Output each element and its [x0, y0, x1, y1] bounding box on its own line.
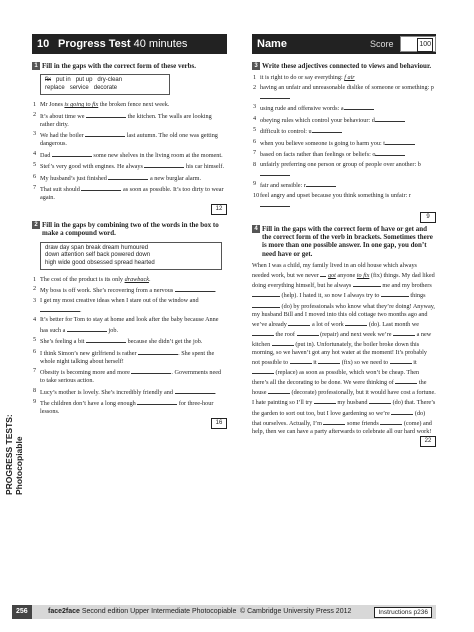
word: decorate — [93, 84, 118, 91]
example-answer: to fix — [356, 272, 370, 280]
answer-gap[interactable] — [288, 319, 310, 326]
page-header — [32, 34, 436, 54]
word-box-1 — [40, 74, 170, 95]
section-4-heading — [252, 225, 436, 259]
list-item: 2 My boss is off work. She’s recovering from a nervous . — [33, 285, 217, 295]
answer-gap[interactable] — [390, 357, 412, 364]
answer-gap[interactable] — [137, 398, 177, 405]
word-box-2: draw day span break dream humoured down attention self back powered down high wide good obsessed spread hearted — [40, 242, 222, 270]
left-column — [32, 62, 227, 429]
list-item: 1 The cost of the product is its only drawback. — [33, 275, 151, 283]
answer-gap[interactable] — [375, 115, 405, 122]
instructions-link[interactable]: Instructions p236 — [374, 607, 432, 618]
score-box[interactable] — [400, 36, 436, 52]
answer-gap[interactable] — [297, 329, 319, 336]
score-row — [252, 436, 436, 447]
page-number: 256 — [12, 605, 32, 619]
score-label: Score — [370, 39, 394, 49]
answer-gap[interactable] — [175, 285, 215, 292]
answer-gap[interactable] — [381, 290, 409, 297]
list-item: 4 Dad some new shelves in the living room at the moment. — [33, 149, 223, 159]
answer-gap[interactable] — [312, 126, 342, 133]
answer-gap[interactable] — [320, 270, 326, 277]
right-column — [252, 62, 436, 447]
answer-gap[interactable] — [306, 180, 336, 187]
answer-gap[interactable] — [323, 418, 345, 425]
list-item: 6 when you believe someone is going to harm you: t — [252, 138, 436, 148]
answer-gap[interactable] — [290, 357, 312, 364]
section-score: 12 — [211, 204, 227, 215]
answer-gap[interactable] — [175, 387, 215, 394]
list-item: 7 That suit should as soon as possible. It’s too dirty to wear again. — [33, 184, 224, 202]
word: dry-clean — [97, 77, 123, 84]
section-2-heading — [32, 221, 227, 238]
list-item: 3 I get my most creative ideas when I stare out of the window and . — [33, 296, 199, 314]
example-answer: got — [327, 272, 336, 280]
answer-gap[interactable] — [108, 173, 148, 180]
list-item: 9 The children don’t have a long enough for three-hour lessons. — [33, 398, 214, 416]
answer-gap[interactable] — [353, 280, 381, 287]
book-title: face2face Second edition Upper Intermediate Photocopiable — [48, 608, 237, 615]
word: replace — [45, 84, 65, 91]
answer-gap[interactable] — [344, 103, 374, 110]
list-item: 5 She’s feeling a bit because she didn’t get the job. — [33, 336, 203, 346]
answer-gap[interactable] — [252, 329, 274, 336]
answer-gap[interactable] — [314, 397, 336, 404]
answer-gap[interactable] — [272, 339, 294, 346]
section-number: 4 — [252, 225, 260, 233]
answer-gap[interactable] — [252, 301, 280, 308]
example-answer: f air — [344, 74, 355, 82]
answer-gap[interactable] — [85, 130, 125, 137]
list-item: 3 We had the boiler last autumn. The old one was getting dangerous. — [33, 130, 218, 148]
answer-gap[interactable] — [138, 348, 178, 355]
list-item: 3 using rude and offensive words: a — [252, 103, 436, 113]
unit-number: 10 — [37, 38, 50, 50]
list-item: 8 unfairly preferring one person or group of people over another: b — [252, 161, 436, 179]
list-item: 7 Obesity is becoming more and more . Governments need to take serious action. — [33, 367, 222, 385]
answer-gap[interactable] — [131, 367, 171, 374]
section-instruction: Fill in the gaps by combining two of the words in the box to make a compound word. — [42, 220, 219, 238]
answer-gap[interactable] — [260, 200, 290, 207]
word: service — [69, 84, 89, 91]
list-item: 6 My husband’s just finished a new burglar alarm. — [33, 172, 202, 182]
section-instruction: Write these adjectives connected to views and behaviour. — [262, 62, 432, 70]
score-row — [32, 204, 227, 215]
list-item: 2 It’s about time we the kitchen. The walls are looking rather dirty. — [33, 110, 212, 128]
answer-gap[interactable] — [86, 111, 126, 118]
copyright: © Cambridge University Press 2012 — [240, 608, 352, 615]
list-item: 6 I think Simon’s new girlfriend is rather . She spent the whole night talking about herself! — [33, 347, 215, 365]
list-item: 5 Stef’s very good with engines. He always his car himself. — [33, 161, 225, 171]
word: fix — [45, 77, 51, 84]
name-label: Name — [257, 38, 287, 50]
list-item: 9 fair and sensible: r — [252, 180, 436, 190]
section-score: 22 — [420, 436, 436, 447]
list-item: 4 obeying rules which control your behaviour: d — [252, 115, 436, 125]
answer-gap[interactable] — [391, 408, 413, 415]
word: put up — [75, 77, 93, 84]
answer-gap[interactable] — [268, 387, 290, 394]
sidebar-line1: PROGRESS TESTS: — [4, 414, 14, 495]
list-item: 8 Lucy’s mother is lovely. She’s incredibly friendly and . — [33, 386, 217, 396]
answer-gap[interactable] — [86, 336, 126, 343]
score-row — [32, 418, 227, 429]
sidebar-line2: Photocopiable — [14, 436, 24, 495]
list-item: 1 Mr Jones is going to fix the broken fence next week. — [33, 101, 170, 109]
answer-gap[interactable] — [252, 367, 274, 374]
word: put in — [56, 77, 71, 84]
example-answer: is going to fix — [64, 101, 99, 109]
section-1-heading — [32, 62, 227, 70]
answer-gap[interactable] — [260, 169, 290, 176]
section-score: 9 — [420, 212, 436, 223]
gap-fill-passage: When I was a child, my family lived in an old house which always needed work, but we never got anyone to fix (fix) things. My dad liked doing everything himself, but he always me and my brothers (help). I hated it, so now I always try to things (do) by professionals who know what they’re doing! Anyway, my husband Bill and I moved into this old cottage two months ago and we’ve already a lot of work (do). Last month we the roof (repair) and next week we’re a new kitchen (put in). Unfortunately, the boiler broke down this morning, so we haven’t got any hot water at the moment! It’s probably not possible to it (fix) so we need to it (replace) as soon as possible, which won’t be cheap. Then there’s all the decorating to be done. We were thinking of the house (decorate) professionally, but it would have cost a fortune. I hate painting so I’ll try my husband (do) that. There’s the garden to sort out too, but I love gardening so we’re (do) that ourselves. Actually, I’m some friends (come) and help, then we can have a party afterwards to celebrate all our hard work! — [252, 262, 436, 435]
name-score-bar — [252, 34, 436, 54]
answer-gap[interactable] — [345, 319, 367, 326]
test-title-bar — [32, 34, 227, 54]
list-item: 1 it is right to do or say everything: f air — [253, 74, 355, 82]
list-item: 5 difficult to control: u — [252, 126, 436, 136]
answer-gap[interactable] — [81, 184, 121, 191]
section-number: 2 — [32, 221, 40, 229]
test-duration: 40 minutes — [133, 38, 188, 50]
answer-gap[interactable] — [40, 305, 80, 312]
score-total: 100 — [417, 38, 433, 52]
sidebar — [0, 0, 30, 632]
section-number: 1 — [32, 62, 40, 70]
answer-gap[interactable] — [380, 418, 402, 425]
section-number: 3 — [252, 62, 260, 70]
answer-gap[interactable] — [393, 329, 415, 336]
answer-gap[interactable] — [385, 138, 415, 145]
page-footer — [12, 605, 436, 619]
test-title-bold: Progress Test — [58, 38, 131, 50]
answer-gap[interactable] — [67, 325, 107, 332]
answer-gap[interactable] — [395, 377, 417, 384]
list-item: 2 having an unfair and unreasonable dislike of someone or something: p — [252, 84, 436, 102]
answer-gap[interactable] — [318, 357, 340, 364]
answer-gap[interactable] — [369, 397, 391, 404]
test-title — [58, 35, 187, 53]
list-item: 10 feel angry and upset because you think something is unfair: r — [252, 192, 436, 210]
answer-gap[interactable] — [52, 150, 92, 157]
score-row — [252, 212, 436, 223]
answer-gap[interactable] — [260, 92, 290, 99]
answer-gap[interactable] — [252, 290, 280, 297]
list-item: 7 based on facts rather than feelings or beliefs: o — [252, 149, 436, 159]
section-instruction: Fill in the gaps with the correct form of have or get and the correct form of the verb in brackets. Sometimes there is more than one possible answer. In one gap, you don’t need have or get. — [262, 224, 433, 258]
section-3-heading — [252, 62, 436, 70]
section-instruction: Fill in the gaps with the correct form of these verbs. — [42, 62, 197, 70]
section-score: 16 — [211, 418, 227, 429]
list-item: 4 It’s better for Tom to stay at home and look after the baby because Anne has such a job. — [33, 316, 219, 334]
answer-gap[interactable] — [375, 149, 405, 156]
answer-gap[interactable] — [144, 161, 184, 168]
example-answer: drawback — [124, 275, 149, 283]
